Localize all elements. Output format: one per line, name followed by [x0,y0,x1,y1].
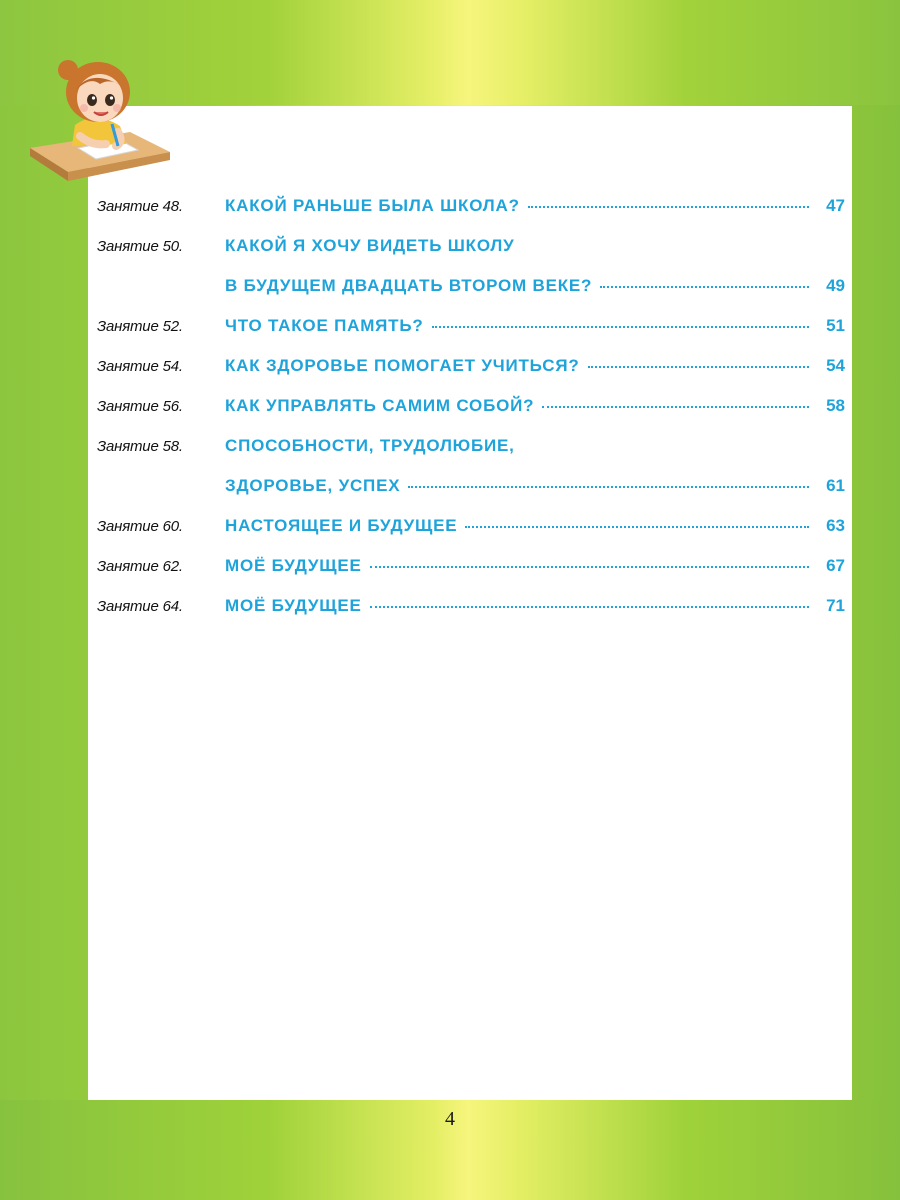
dot-leader [528,205,809,208]
dot-leader [370,605,809,608]
toc-entry[interactable] [97,196,845,236]
lesson-title: ЧТО ТАКОЕ ПАМЯТЬ? [225,316,424,335]
page-reference: 61 [826,476,845,495]
page-reference: 47 [826,196,845,215]
toc-entry[interactable] [97,396,845,436]
dot-leader [370,565,809,568]
dot-leader [588,365,809,368]
lesson-title-continued: В БУДУЩЕМ ДВАДЦАТЬ ВТОРОМ ВЕКЕ? [225,276,593,295]
table-of-contents [97,196,845,636]
lesson-number: Занятие 54. [97,358,183,375]
girl-writing-illustration [20,40,170,190]
toc-entry[interactable] [97,556,845,596]
dot-leader [408,485,809,488]
page-reference: 51 [826,316,845,335]
dot-leader [465,525,809,528]
page-reference: 67 [826,556,845,575]
toc-entry[interactable] [97,356,845,396]
lesson-title: КАКОЙ РАНЬШЕ БЫЛА ШКОЛА? [225,196,520,215]
page-reference: 54 [826,356,845,375]
toc-entry[interactable] [97,436,845,476]
lesson-title: СПОСОБНОСТИ, ТРУДОЛЮБИЕ, [225,436,515,455]
lesson-title-continued: ЗДОРОВЬЕ, УСПЕХ [225,476,401,495]
lesson-number: Занятие 48. [97,198,183,215]
toc-entry[interactable] [97,316,845,356]
lesson-number: Занятие 62. [97,558,183,575]
lesson-title: КАК УПРАВЛЯТЬ САМИМ СОБОЙ? [225,396,535,415]
page-reference: 63 [826,516,845,535]
lesson-title: МОЁ БУДУЩЕЕ [225,596,362,615]
dot-leader [542,405,809,408]
toc-entry[interactable] [97,516,845,556]
lesson-title: НАСТОЯЩЕЕ И БУДУЩЕЕ [225,516,458,535]
lesson-title: КАК ЗДОРОВЬЕ ПОМОГАЕТ УЧИТЬСЯ? [225,356,580,375]
lesson-number: Занятие 64. [97,598,183,615]
page-number: 4 [445,1108,455,1130]
lesson-title: МОЁ БУДУЩЕЕ [225,556,362,575]
lesson-number: Занятие 56. [97,398,183,415]
lesson-number: Занятие 52. [97,318,183,335]
lesson-title: КАКОЙ Я ХОЧУ ВИДЕТЬ ШКОЛУ [225,236,515,255]
lesson-number: Занятие 58. [97,438,183,455]
lesson-number: Занятие 60. [97,518,183,535]
page-reference: 71 [826,596,845,615]
dot-leader [432,325,809,328]
page-reference: 58 [826,396,845,415]
page-reference: 49 [826,276,845,295]
toc-entry-continuation[interactable] [97,476,845,516]
lesson-number: Занятие 50. [97,238,183,255]
toc-entry[interactable] [97,596,845,636]
toc-entry-continuation[interactable] [97,276,845,316]
toc-entry[interactable] [97,236,845,276]
dot-leader [600,285,809,288]
